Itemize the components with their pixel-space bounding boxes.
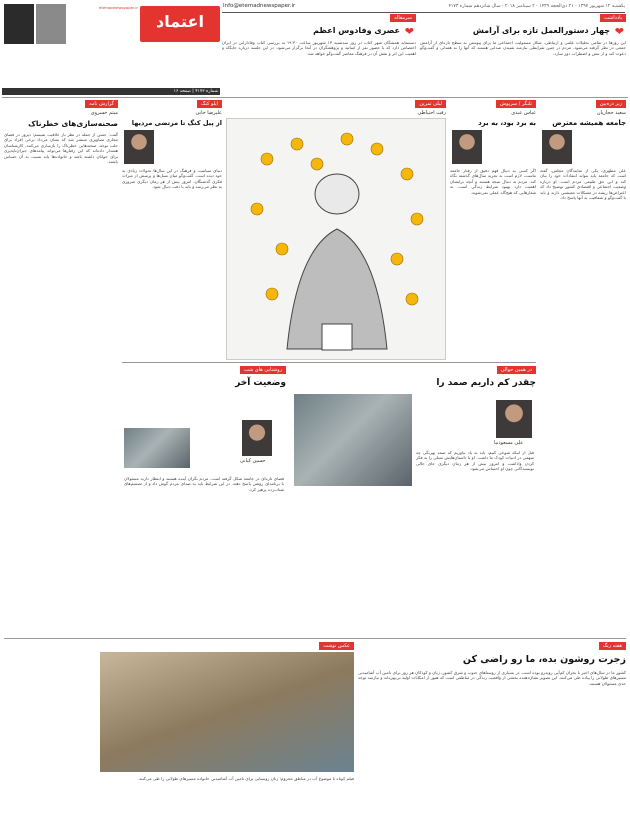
author-portrait	[496, 400, 532, 438]
author-portrait	[542, 130, 572, 164]
photo-feature	[100, 642, 354, 818]
middle-left-article	[122, 366, 286, 634]
bottom-article	[358, 642, 626, 818]
article-body: این روزها در تمامی تحلیلات علمی و ارتباطی، شکل مسئولیت اجتماعی ما برای پیوستن به سطح تازه‌ای از آرامش جمعی در نظر گرفته می‌شود. مردم در چنین شرایطی نیازمند شنیدن صدایی هستند که آنها را به همدلی و گفت‌وگو دعوت کند و از تنش و اضطراب دور سازد.	[420, 40, 626, 56]
author-name: حسین کیانی	[240, 458, 266, 464]
section-label: ایلو کنگ	[197, 100, 222, 108]
cartoon-drawing	[227, 119, 445, 359]
headline: چقدر کم داریم صمد را	[436, 378, 536, 388]
masthead-logo: اعتماد	[156, 12, 204, 31]
article-body: فضای تازه‌ای در جامعه شکل گرفته است. مردم نگران آینده هستند و انتظار دارند مسئولان با برنامه‌ای روشن پاسخ دهند. در این شرایط باید به صدای مردم گوش داد و از تصمیم‌های شتاب‌زده پرهیز کرد.	[124, 476, 284, 492]
author-portrait	[452, 130, 482, 164]
headline: صحنه‌سازی‌های خطرناک	[28, 119, 118, 128]
top-left-article	[222, 14, 416, 97]
section-label: روشنایی های شب	[240, 366, 286, 374]
divider	[4, 638, 626, 639]
cartoon-caption: رفت احتیاطی	[417, 110, 446, 116]
column-pilkong	[122, 100, 222, 360]
headline: چهار دستورالعمل تازه برای آرامش	[472, 26, 610, 35]
divider	[122, 362, 536, 363]
author-name: علی مسعودنیا	[494, 440, 524, 446]
middle-right-article	[290, 366, 536, 634]
author-name: عباس عبدی	[511, 110, 536, 116]
section-label: یادداشت	[600, 14, 626, 22]
article-photo	[124, 428, 190, 468]
section-label: سرمقاله	[390, 14, 416, 22]
headline: جامعه همیشه معترض	[552, 119, 626, 127]
article-body: گفت: حسن از جمله در نظر باز خلاقیت شیسم؛ دیروز در فضای مجازی تصاویری منتشر شد که نشان می‌داد برخی افراد برای جلب توجه، صحنه‌هایی خطرناک را بازسازی می‌کنند. کارشناسان هشدار داده‌اند که این رفتارها می‌تواند پیامدهای جبران‌ناپذیری برای جوانان داشته باشد و خانواده‌ها باید نسبت به آن حساس باشند.	[4, 132, 118, 165]
headline: عصری وفادوس اعظم	[313, 26, 400, 35]
masthead-thumbnail	[4, 4, 34, 44]
column-jameeh	[540, 100, 626, 540]
headline: از پیل کنگ تا مرتضی مردیها	[131, 119, 222, 127]
masthead-email[interactable]: Info@etemadnewspaper.ir	[223, 3, 296, 9]
headline: زجرت روشون بده، ما رو راضی کن	[462, 654, 626, 665]
section-label: گزارش نامه	[85, 100, 118, 108]
heart-icon: ❤	[404, 25, 414, 38]
article-body: قبل از اینکه شوخی کنیم، باید به یاد بیاوریم که صمد بهرنگی چه سهمی در ادبیات کودک ما داشت. او با داستان‌هایش نسلی را به فکر کردن واداشت و امروز بیش از هر زمان دیگری جای خالی نویسندگانی چون او احساس می‌شود.	[416, 450, 534, 472]
author-portrait	[124, 130, 154, 164]
masthead-info	[70, 5, 138, 85]
section-label: هفته رنگ	[599, 642, 626, 650]
masthead-email-rule	[222, 12, 625, 13]
article-body: علی مطهری، یکی از نمایندگان مجلس، گفته است که جامعه باید بتواند انتقادات خود را بیان کند و این حق طبیعی مردم است. او درباره وضعیت اجتماعی و اقتصادی کشور توضیح داد که اعتراض‌ها ریشه در مشکلات معیشتی دارند و باید با گفت‌وگو و شفافیت به آنها پاسخ داد.	[540, 168, 626, 201]
section-label: تلنگر / سرپوش	[496, 100, 536, 108]
article-photo	[294, 394, 412, 486]
heart-icon: ❤	[614, 25, 624, 38]
author-name: میثم خسروی	[90, 110, 118, 116]
masthead-date: یکشنبه ۱۲ شهریور ۱۳۹۷ - ۲۱ ذی‌الحجه ۱۴۳۹ - ۲ سپتامبر ۲۰۱۸ - سال شانزدهم شماره ۴۱۷۳	[448, 4, 625, 9]
author-name: سعید حجاریان	[596, 110, 626, 116]
article-body: دنیای سیاست و فرهنگ در این سال‌ها تحولات زیادی به خود دیده است. گفت‌وگو میان نسل‌ها و پرسش از میراث فکری گذشتگان، امروز بیش از هر زمان دیگری ضروری به نظر می‌رسد و باید با دقت دنبال شود.	[122, 168, 222, 190]
feature-photo	[100, 652, 354, 772]
headline: به برد بود، به برد	[478, 119, 536, 127]
section-label: عکس نوشت	[319, 642, 354, 650]
article-body: دستنمایه همشگان شهر کتاب در روز سه‌شنبه ۱۳ شهریور ساعت ۱۹:۳۰ به بررسی کتاب وفادارانی در ایران اختصاص دارد که با حضور نفر از اساتید و پژوهشگران در آنجا برگزار می‌شود. در این جلسه درباره جایگاه و اهمیت این اثر و نقش آن در فرهنگ معاصر گفت‌وگو خواهد شد.	[222, 40, 416, 56]
cartoon-illustration	[226, 118, 446, 360]
author-name: علیرضا خانی	[195, 110, 222, 116]
masthead-thumbnail-2	[36, 4, 66, 44]
column-sahnesazi	[4, 100, 118, 530]
headline: وضعیت آخر	[235, 378, 286, 388]
section-label: زیر ذره‌بین	[596, 100, 626, 108]
article-body: کشور ما در سال‌های اخیر با بحران کم‌آبی روبه‌رو بوده است. در بسیاری از روستاهای جنوب و شرق کشور، زنان و کودکان هر روز برای تامین آب آشامیدنی مسیرهای طولانی را پیاده طی می‌کنند. این تصویر نشان‌دهنده بخشی از واقعیت زندگی در مناطقی است که هنوز از امکانات اولیه بی‌بهره‌اند و نیازمند توجه جدی مسئولان هستند.	[358, 670, 626, 686]
photo-caption: فیلم کوتاه با موضوع آب در مناطق محروم؛ زنان روستایی برای تامین آب آشامیدنی خانواده مسیرهای طولانی را طی می‌کنند.	[137, 776, 354, 781]
masthead-footer-text: شماره ۴۱۷۳ | صفحه ۱۶	[173, 89, 218, 94]
top-right-article	[420, 14, 626, 97]
author-portrait	[242, 420, 272, 456]
section-label: در همین حوالی	[497, 366, 536, 374]
masthead-website: etemadnewspaper.ir	[99, 5, 138, 10]
article-body: اگر کسی به دنبال فهم دقیق از رفتار جامعه ماست، لازم است به تجربه سال‌های گذشته نگاه کند. مردم به دنبال نتیجه هستند و آنچه برایشان اهمیت دارد بهبود شرایط زندگی است، نه شعارهایی که هیچ‌گاه عملی نمی‌شوند.	[450, 168, 536, 195]
divider	[2, 97, 628, 98]
section-label: لیلی ثمرین	[415, 100, 446, 108]
column-bebord	[450, 100, 536, 360]
